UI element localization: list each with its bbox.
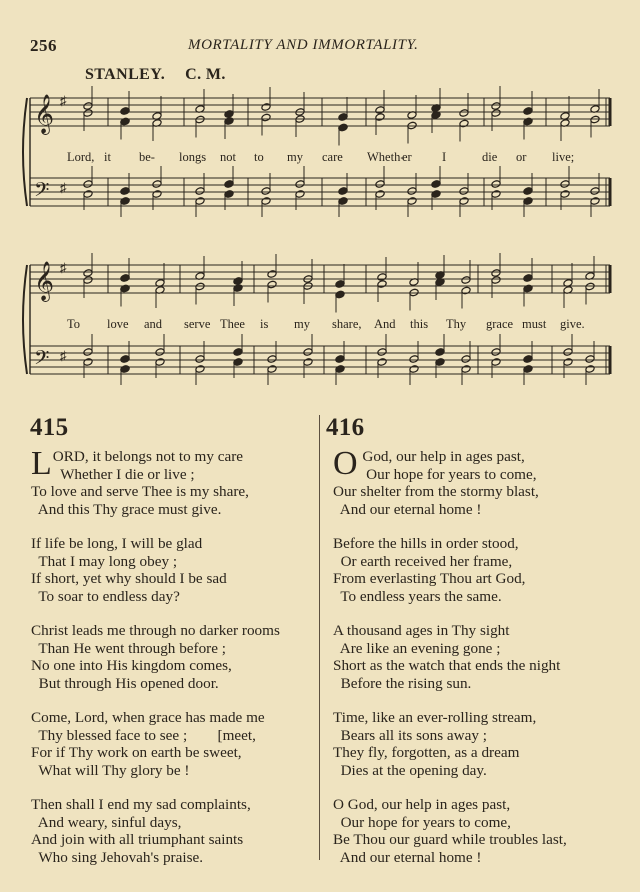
verse-line: Than He went through before ;: [31, 639, 226, 657]
hymn-number-416: 416: [326, 414, 365, 441]
verse-line: No one into His kingdom comes,: [31, 657, 232, 674]
lyric-syllable: must: [522, 317, 547, 331]
verse-line: Christ leads me through no darker rooms: [31, 622, 280, 639]
lyric-syllable: And: [374, 317, 396, 331]
hymn-416-text: [333, 445, 623, 883]
system-brace: [23, 98, 27, 206]
system-brace: [23, 265, 27, 374]
verse-line: That I may long obey ;: [31, 552, 178, 570]
verse-line: A thousand ages in Thy sight: [333, 622, 510, 639]
verse-line: ORD, it belongs not to my care: [52, 448, 244, 465]
hymn-number-415: 415: [30, 414, 69, 441]
verse-line: And join with all triumphant saints: [31, 831, 244, 848]
column-divider: [319, 415, 320, 860]
running-title: MORTALITY AND IMMORTALITY.: [188, 37, 419, 53]
key-signature-sharp: ♯: [60, 348, 67, 363]
verse-line: Are like an evening gone ;: [333, 639, 501, 657]
stanza: [31, 445, 317, 518]
lyric-syllable: my: [294, 317, 310, 331]
stanza: [333, 796, 623, 866]
verse-line: Short as the watch that ends the night: [333, 657, 561, 674]
verse-line: Or earth received her frame,: [333, 552, 513, 570]
tune-name: STANLEY.: [85, 66, 166, 83]
verse-line: Thy blessed face to see ; [meet,: [31, 726, 256, 744]
lyric-syllable: it: [104, 150, 111, 164]
stanza: [333, 622, 623, 692]
verse-line: They fly, forgotten, as a dream: [333, 744, 520, 761]
lyric-syllable: live;: [552, 150, 575, 164]
verse-line: Bears all its sons away ;: [333, 726, 487, 744]
treble-clef-icon: 𝄞: [34, 261, 55, 301]
verse-line: What will Thy glory be !: [31, 761, 190, 779]
lyric-syllable: care: [322, 150, 343, 164]
lyric-syllable: die: [482, 150, 498, 164]
stanza: [31, 796, 317, 866]
lyric-syllable: to: [254, 150, 264, 164]
verse-line: Time, like an ever-rolling stream,: [333, 709, 537, 726]
lyric-syllable: longs: [179, 150, 207, 164]
verse-line: And weary, sinful days,: [31, 813, 182, 831]
hymn-415-text: [31, 445, 317, 883]
verse-line: Before the rising sun.: [333, 674, 472, 692]
verse-line: And our eternal home !: [333, 848, 482, 866]
lyric-syllable: I: [442, 150, 447, 164]
verse-line: If short, yet why should I be sad: [31, 570, 227, 587]
verse-line: If life be long, I will be glad: [31, 535, 203, 552]
key-signature-sharp: ♯: [60, 180, 67, 195]
verse-line: Be Thou our guard while troubles last,: [333, 831, 567, 848]
lyric-syllable: not: [220, 150, 236, 164]
verse-line: Then shall I end my sad complaints,: [31, 796, 251, 813]
lyric-syllable: love: [107, 317, 129, 331]
verse-line: And this Thy grace must give.: [31, 500, 222, 518]
lyric-syllable: my: [287, 150, 303, 164]
verse-line: O God, our help in ages past,: [333, 796, 511, 813]
stanza: [333, 445, 623, 518]
lyric-syllable: give.: [560, 317, 585, 331]
lyric-syllable: and: [144, 317, 163, 331]
key-signature-sharp: ♯: [60, 260, 67, 275]
bass-clef-icon: 𝄢: [34, 346, 50, 374]
verse-line: To endless years the same.: [333, 587, 502, 605]
verse-line: Whether I die or live ;: [52, 465, 195, 483]
lyric-syllable: share,: [332, 317, 362, 331]
lyric-syllable: Wheth-: [367, 150, 405, 164]
lyric-syllable: be-: [139, 150, 155, 164]
verse-line: Before the hills in order stood,: [333, 535, 519, 552]
page-number: 256: [30, 36, 57, 55]
verse-line: But through His opened door.: [31, 674, 219, 692]
key-signature-sharp: ♯: [60, 93, 67, 108]
lyric-syllable: grace: [486, 317, 514, 331]
stanza: [333, 709, 623, 779]
drop-cap: L: [31, 445, 52, 482]
verse-line: For if Thy work on earth be sweet,: [31, 744, 242, 761]
verse-line: Our hope for years to come,: [358, 465, 537, 483]
stanza: [333, 535, 623, 605]
stanza: [31, 622, 317, 692]
treble-clef-icon: 𝄞: [34, 94, 55, 134]
stanza: [31, 709, 317, 779]
lyric-syllable: Thee: [220, 317, 245, 331]
verse-line: Come, Lord, when grace has made me: [31, 709, 265, 726]
lyric-syllable: or: [516, 150, 527, 164]
verse-line: To love and serve Thee is my share,: [31, 483, 249, 500]
lyric-syllable: this: [410, 317, 429, 331]
verse-line: Who sing Jehovah's praise.: [31, 848, 204, 866]
lyric-syllable: Lord,: [67, 150, 95, 164]
verse-line: God, our help in ages past,: [358, 448, 525, 465]
verse-line: From everlasting Thou art God,: [333, 570, 526, 587]
lyric-syllable: To: [67, 317, 81, 331]
verse-line: Our hope for years to come,: [333, 813, 511, 831]
stanza: [31, 535, 317, 605]
lyric-syllable: Thy: [446, 317, 467, 331]
verse-line: And our eternal home !: [333, 500, 482, 518]
lyric-syllable: is: [260, 317, 269, 331]
bass-clef-icon: 𝄢: [34, 178, 50, 206]
verse-line: To soar to endless day?: [31, 587, 180, 605]
lyric-syllable: er: [402, 150, 412, 164]
music-score: [0, 0, 640, 412]
verse-line: Dies at the opening day.: [333, 761, 487, 779]
lyric-syllable: serve: [184, 317, 211, 331]
verse-line: Our shelter from the stormy blast,: [333, 483, 539, 500]
tune-meter: C. M.: [185, 66, 226, 83]
drop-cap: O: [333, 445, 358, 482]
